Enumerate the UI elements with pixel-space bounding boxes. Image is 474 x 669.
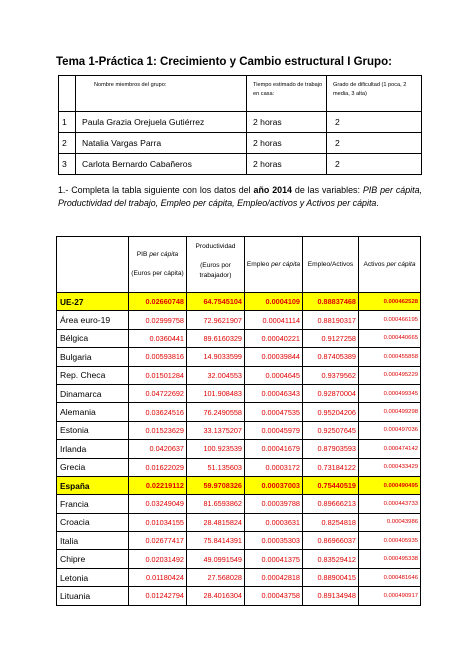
member-time: 2 horas [247, 112, 327, 133]
header-emp-label: Empleo [246, 260, 272, 268]
member-number: 3 [59, 154, 76, 175]
pib-cell: 0.01034155 [129, 513, 187, 531]
country-cell: Alemania [57, 403, 129, 421]
productividad-cell: 28.4016304 [187, 587, 245, 605]
empleo-activos-cell: 0.92870004 [303, 384, 359, 402]
pib-cell: 0.03624516 [129, 403, 187, 421]
page-title: Tema 1-Práctica 1: Crecimiento y Cambio estructural I Grupo: [56, 56, 392, 68]
header-prod-units: (Euros por trabajador) [199, 262, 232, 279]
group-member-row [59, 154, 422, 175]
group-table-header-row [59, 76, 422, 112]
empleo-cell: 0.00041679 [245, 440, 303, 458]
header-empleo [245, 237, 303, 293]
table-row [57, 293, 421, 311]
productividad-cell: 100.923539 [187, 440, 245, 458]
activos-cell: 0.000433429 [359, 458, 421, 476]
productividad-cell: 72.9621907 [187, 311, 245, 329]
empleo-cell: 0.0004645 [245, 366, 303, 384]
country-cell: Italia [57, 532, 129, 550]
group-header-time: Tiempo estimado de trabajo en casa: [247, 76, 327, 112]
pib-cell: 0.01501284 [129, 366, 187, 384]
instructions-variables: PIB per cápita, Productividad del trabajo, Empleo per cápita, Empleo/activos y Activos per cápita [58, 185, 422, 208]
empleo-activos-cell: 0.9379562 [303, 366, 359, 384]
empleo-activos-cell: 0.89134948 [303, 587, 359, 605]
activos-cell: 0.000455858 [359, 348, 421, 366]
activos-cell: 0.000490495 [359, 476, 421, 494]
empleo-cell: 0.00040221 [245, 329, 303, 347]
productividad-cell: 89.6160329 [187, 329, 245, 347]
instructions-text: 1.- Completa la tabla siguiente con los datos del [58, 185, 254, 195]
empleo-activos-cell: 0.83529412 [303, 550, 359, 568]
productividad-cell: 27.568028 [187, 568, 245, 586]
empleo-activos-cell: 0.88900415 [303, 568, 359, 586]
activos-cell: 0.000497036 [359, 421, 421, 439]
member-name: Paula Grazia Orejuela Gutiérrez [76, 112, 247, 133]
table-row [57, 329, 421, 347]
member-grade: 2 [327, 133, 422, 154]
pib-cell: 0.02677417 [129, 532, 187, 550]
member-grade: 2 [327, 154, 422, 175]
activos-cell: 0.000495229 [359, 366, 421, 384]
activos-cell: 0.000462528 [359, 293, 421, 311]
country-cell: Francia [57, 495, 129, 513]
group-members-table [58, 75, 422, 175]
country-cell: UE-27 [57, 293, 129, 311]
group-header-number [59, 76, 76, 112]
empleo-cell: 0.00037003 [245, 476, 303, 494]
activos-cell: 0.000466195 [359, 311, 421, 329]
productividad-cell: 75.8414391 [187, 532, 245, 550]
economic-data-table [56, 236, 421, 606]
empleo-cell: 0.00039844 [245, 348, 303, 366]
country-cell: Irlanda [57, 440, 129, 458]
header-pib-units: (Euros per cápita) [131, 270, 184, 278]
empleo-activos-cell: 0.88837468 [303, 293, 359, 311]
empleo-activos-cell: 0.86966037 [303, 532, 359, 550]
activos-cell: 0.000499345 [359, 384, 421, 402]
group-header-difficulty: Grado de dificultad (1 poca, 2 media, 3 alta) [327, 76, 422, 112]
activos-cell: 0.000443733 [359, 495, 421, 513]
header-emp-label-italic: per cápita [271, 260, 301, 268]
pib-cell: 0.02660748 [129, 293, 187, 311]
country-cell: Estonia [57, 421, 129, 439]
table-row [57, 587, 421, 605]
empleo-cell: 0.00042818 [245, 568, 303, 586]
country-cell: Grecia [57, 458, 129, 476]
productividad-cell: 33.1375207 [187, 421, 245, 439]
productividad-cell: 51.135603 [187, 458, 245, 476]
country-cell: Croacia [57, 513, 129, 531]
table-row [57, 458, 421, 476]
empleo-cell: 0.0003631 [245, 513, 303, 531]
country-cell: Dinamarca [57, 384, 129, 402]
empleo-activos-cell: 0.9127258 [303, 329, 359, 347]
empleo-activos-cell: 0.8254818 [303, 513, 359, 531]
pib-cell: 0.00593816 [129, 348, 187, 366]
activos-cell: 0.000474142 [359, 440, 421, 458]
table-row [57, 384, 421, 402]
activos-cell: 0.000490917 [359, 587, 421, 605]
header-act-label: Activos [363, 260, 387, 268]
empleo-cell: 0.00045979 [245, 421, 303, 439]
productividad-cell: 59.9708326 [187, 476, 245, 494]
header-act-label-italic: per cápita [386, 260, 416, 268]
pib-cell: 0.04722692 [129, 384, 187, 402]
country-cell: Área euro-19 [57, 311, 129, 329]
member-number: 2 [59, 133, 76, 154]
empleo-cell: 0.0003172 [245, 458, 303, 476]
empleo-cell: 0.00039788 [245, 495, 303, 513]
country-cell: Letonia [57, 568, 129, 586]
activos-cell: 0.000499298 [359, 403, 421, 421]
header-prod-label: Productividad [195, 243, 236, 250]
productividad-cell: 32.004553 [187, 366, 245, 384]
table-row [57, 440, 421, 458]
productividad-cell: 28.4815824 [187, 513, 245, 531]
empleo-activos-cell: 0.87405389 [303, 348, 359, 366]
table-row [57, 568, 421, 586]
country-cell: Chipre [57, 550, 129, 568]
empleo-cell: 0.00035303 [245, 532, 303, 550]
country-cell: Rep. Checa [57, 366, 129, 384]
header-country [57, 237, 129, 293]
group-member-row [59, 133, 422, 154]
country-cell: Bulgaria [57, 348, 129, 366]
activos-cell: 0.00043986 [359, 513, 421, 531]
header-pib-label-italic: per cápita [149, 251, 179, 259]
empleo-activos-cell: 0.75440519 [303, 476, 359, 494]
pib-cell: 0.02031492 [129, 550, 187, 568]
header-activos [359, 237, 421, 293]
empleo-activos-cell: 0.73184122 [303, 458, 359, 476]
pib-cell: 0.02219112 [129, 476, 187, 494]
instructions-year: año 2014 [253, 185, 292, 195]
country-cell: España [57, 476, 129, 494]
table-row [57, 476, 421, 494]
member-grade: 2 [327, 112, 422, 133]
empleo-cell: 0.00046343 [245, 384, 303, 402]
pib-cell: 0.02999758 [129, 311, 187, 329]
empleo-cell: 0.0004109 [245, 293, 303, 311]
member-time: 2 horas [247, 154, 327, 175]
empleo-cell: 0.00041375 [245, 550, 303, 568]
pib-cell: 0.01523629 [129, 421, 187, 439]
header-pib [129, 237, 187, 293]
instructions-text: . [376, 198, 379, 208]
data-table-header-row [57, 237, 421, 293]
group-member-row [59, 112, 422, 133]
pib-cell: 0.0360441 [129, 329, 187, 347]
empleo-cell: 0.00041114 [245, 311, 303, 329]
productividad-cell: 14.9033599 [187, 348, 245, 366]
empleo-cell: 0.00043758 [245, 587, 303, 605]
activos-cell: 0.000481646 [359, 568, 421, 586]
table-row [57, 495, 421, 513]
empleo-cell: 0.00047535 [245, 403, 303, 421]
table-row [57, 403, 421, 421]
country-cell: Lituania [57, 587, 129, 605]
empleo-activos-cell: 0.89666213 [303, 495, 359, 513]
pib-cell: 0.01622029 [129, 458, 187, 476]
productividad-cell: 81.6593862 [187, 495, 245, 513]
productividad-cell: 76.2490558 [187, 403, 245, 421]
group-header-names: Nombre miembros del grupo: [76, 76, 247, 112]
table-row [57, 366, 421, 384]
productividad-cell: 49.0991549 [187, 550, 245, 568]
table-row [57, 532, 421, 550]
activos-cell: 0.000405935 [359, 532, 421, 550]
activos-cell: 0.000495338 [359, 550, 421, 568]
empleo-activos-cell: 0.88190317 [303, 311, 359, 329]
pib-cell: 0.01180424 [129, 568, 187, 586]
exercise-instructions [58, 184, 422, 210]
pib-cell: 0.01242794 [129, 587, 187, 605]
member-name: Carlota Bernardo Cabañeros [76, 154, 247, 175]
empleo-activos-cell: 0.95204206 [303, 403, 359, 421]
table-row [57, 311, 421, 329]
table-row [57, 513, 421, 531]
productividad-cell: 101.908483 [187, 384, 245, 402]
pib-cell: 0.0420637 [129, 440, 187, 458]
member-time: 2 horas [247, 133, 327, 154]
header-empleo-activos: Empleo/Activos [303, 237, 359, 293]
country-cell: Bélgica [57, 329, 129, 347]
header-productividad [187, 237, 245, 293]
empleo-activos-cell: 0.87903593 [303, 440, 359, 458]
header-pib-label: PIB [136, 251, 150, 259]
productividad-cell: 64.7545104 [187, 293, 245, 311]
pib-cell: 0.03249049 [129, 495, 187, 513]
table-row [57, 348, 421, 366]
activos-cell: 0.000440665 [359, 329, 421, 347]
instructions-text: de las variables: [291, 185, 363, 195]
empleo-activos-cell: 0.92507645 [303, 421, 359, 439]
member-name: Natalia Vargas Parra [76, 133, 247, 154]
table-row [57, 421, 421, 439]
member-number: 1 [59, 112, 76, 133]
table-row [57, 550, 421, 568]
